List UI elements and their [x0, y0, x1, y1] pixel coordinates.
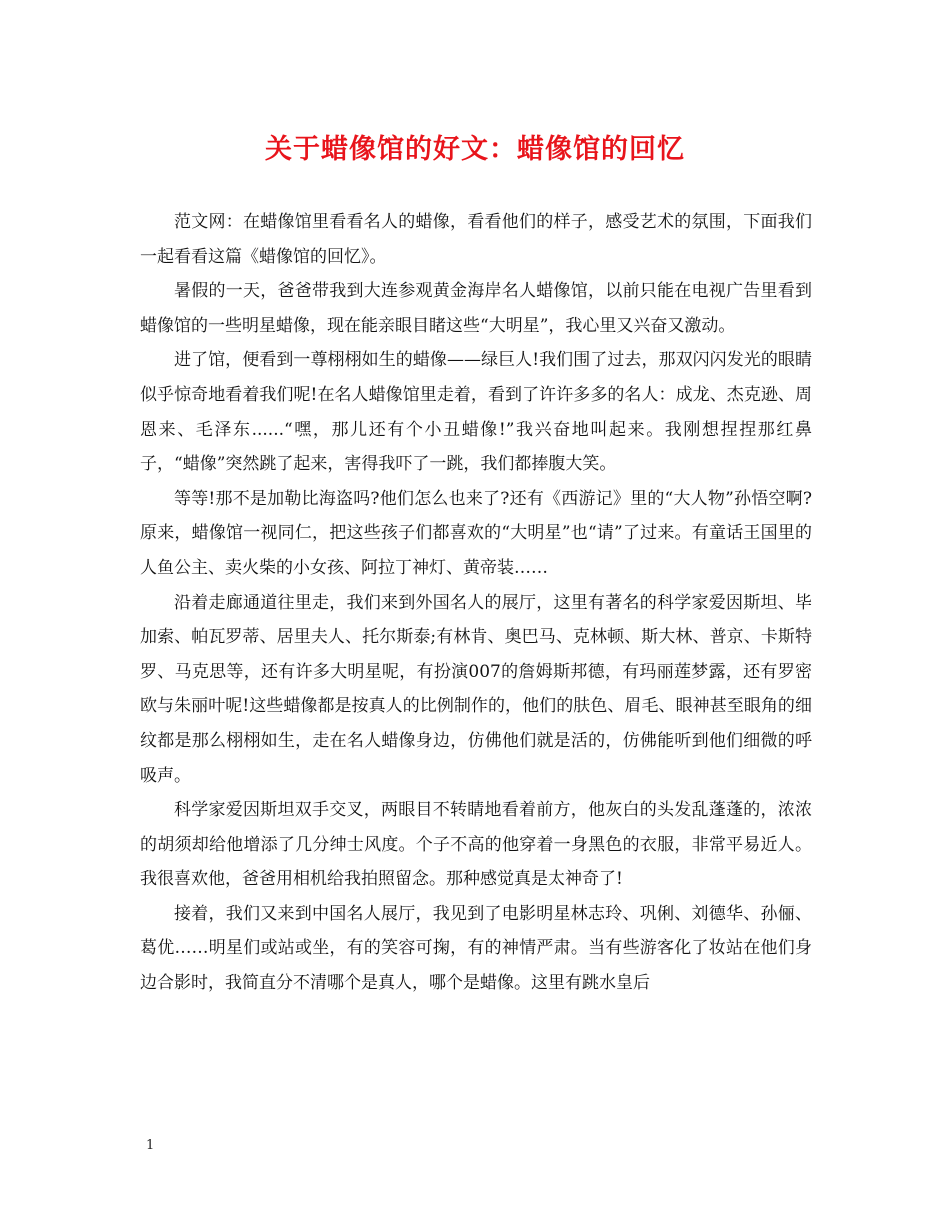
- paragraph-hulk-and-clown: 进了馆，便看到一尊栩栩如生的蜡像——绿巨人!我们围了过去，那双闪闪发光的眼睛似乎惊奇地看着我们呢!在名人蜡像馆里走着，看到了许许多多的名人：成龙、杰克逊、周恩来、毛泽东......“嘿，那儿还有个小丑蜡像!”我兴奋地叫起来。我刚想捏捏那红鼻子，“蜡像”突然跳了起来，害得我吓了一跳，我们都捧腹大笑。: [140, 350, 812, 475]
- document-body: [140, 205, 812, 1001]
- document-title: 关于蜡像馆的好文：蜡像馆的回忆: [265, 134, 685, 165]
- paragraph-chinese-hall: 接着，我们又来到中国名人展厅，我见到了电影明星林志玲、巩俐、刘德华、孙俪、葛优……明星们或站或坐，有的笑容可掬，有的神情严肃。当有些游客化了妆站在他们身边合影时，我简直分不清哪个是真人，哪个是蜡像。这里有跳水皇后: [140, 903, 812, 994]
- paragraph-einstein: 科学家爱因斯坦双手交叉，两眼目不转睛地看着前方，他灰白的头发乱蓬蓬的，浓浓的胡须却给他增添了几分绅士风度。个子不高的他穿着一身黑色的衣服，非常平易近人。我很喜欢他，爸爸用相机给我拍照留念。那种感觉真是太神奇了!: [140, 800, 812, 890]
- paragraph-pirates-and-fairytales: 等等!那不是加勒比海盗吗?他们怎么也来了?还有《西游记》里的“大人物”孙悟空啊?原来，蜡像馆一视同仁，把这些孩子们都喜欢的“大明星”也“请”了过来。有童话王国里的人鱼公主、卖火柴的小女孩、阿拉丁神灯、黄帝装……: [140, 488, 812, 578]
- paragraph-foreign-hall: 沿着走廊通道往里走，我们来到外国名人的展厅，这里有著名的科学家爱因斯坦、毕加索、帕瓦罗蒂、居里夫人、托尔斯泰;有林肯、奥巴马、克林顿、斯大林、普京、卡斯特罗、马克思等，还有许多大明星呢，有扮演007的詹姆斯邦德，有玛丽莲梦露，还有罗密欧与朱丽叶呢!这些蜡像都是按真人的比例制作的，他们的肤色、眉毛、眼神甚至眼角的细纹都是那么栩栩如生，走在名人蜡像身边，仿佛他们就是活的，仿佛能听到他们细微的呼吸声。: [140, 592, 812, 786]
- paragraph-summer-visit: 暑假的一天，爸爸带我到大连参观黄金海岸名人蜡像馆，以前只能在电视广告里看到蜡像馆的一些明星蜡像，现在能亲眼目睹这些“大明星”，我心里又兴奋又激动。: [140, 281, 812, 336]
- page-number: 1: [146, 1138, 155, 1153]
- paragraph-intro: 范文网：在蜡像馆里看看名人的蜡像，看看他们的样子，感受艺术的氛围，下面我们一起看看这篇《蜡像馆的回忆》。: [140, 212, 812, 267]
